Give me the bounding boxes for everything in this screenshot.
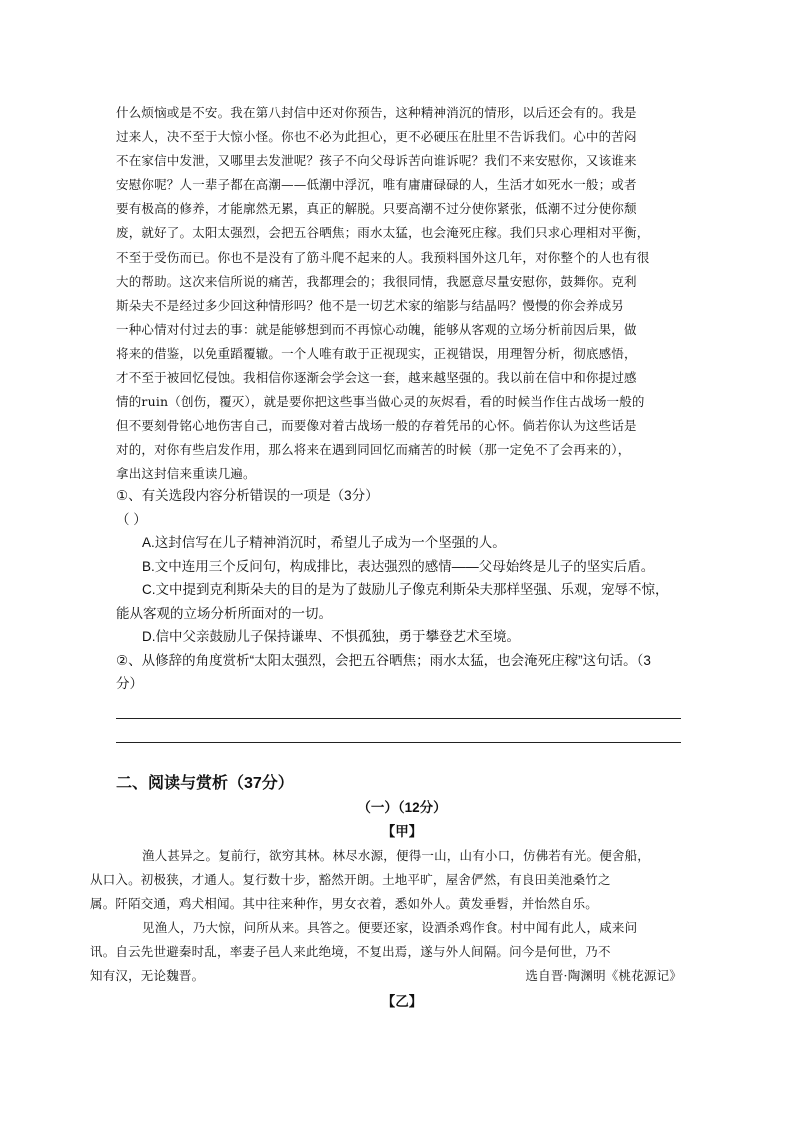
letter-line: 安慰你呢？人一辈子都在高潮——低潮中浮沉，唯有庸庸碌碌的人，生活才如死水一般；或者 — [116, 177, 637, 193]
option-c: C.文中提到克利斯朵夫的目的是为了鼓励儿子像克利斯朵夫那样坚强、乐观，宠辱不惊， — [142, 582, 669, 597]
answer-line[interactable] — [116, 718, 681, 719]
passage-line: 见渔人，乃大惊，问所从来。具答之。便要还家，设酒杀鸡作食。村中闻有此人，咸来问 — [142, 920, 638, 936]
option-c-continuation: 能从客观的立场分析所面对的一切。 — [116, 605, 332, 621]
option-b: B.文中连用三个反问句，构成排比，表达强烈的感情——父母始终是儿子的坚实后盾。 — [142, 558, 655, 574]
letter-line: 对的，对你有些启发作用，那么将来在遇到同回忆而痛苦的时候（那一定免不了会再来的）， — [116, 442, 631, 458]
question-1-stem: ①、有关选段内容分析错误的一项是（3分） — [116, 488, 379, 503]
option-a: A.这封信写在儿子精神消沉时，希望儿子成为一个坚强的人。 — [142, 535, 506, 550]
classical-passage — [90, 844, 682, 989]
part-title: （一）（12分） — [357, 800, 447, 815]
passage-line: 属。阡陌交通，鸡犬相闻。其中往来种作，男女衣着，悉如外人。黄发垂髫，并怡然自乐。 — [90, 896, 599, 912]
letter-line: 什么烦恼或是不安。我在第八封信中还对你预告，这种精神消沉的情形，以后还会有的。我是 — [116, 105, 637, 120]
section-title: 二、阅读与赏析（37分） — [116, 775, 294, 792]
letter-line: 拿出这封信来重读几遍。 — [116, 466, 256, 482]
passage-yi-title: 【乙】 — [381, 994, 423, 1009]
letter-line: 但不要刻骨铭心地伤害自己，而要像对着古战场一般的存着凭吊的心怀。倘若你认为这些话是 — [116, 418, 637, 434]
answer-blank[interactable]: （ ） — [116, 511, 147, 527]
letter-line: 大的帮助。这次来信所说的痛苦，我都理会的；我很同情，我愿意尽量安慰你，鼓舞你。克利 — [116, 273, 637, 289]
passage-line: 知有汉，无论魏晋。 — [90, 968, 205, 984]
question-2-stem-continuation: 分） — [116, 676, 143, 691]
passage-source: 选自晋·陶渊明《桃花源记》 — [525, 968, 682, 984]
letter-line: 情的ruin（创伤，覆灭），就是要你把这些事当做心灵的灰烬看，看的时候当作住古战场一般的 — [116, 394, 645, 410]
passage-jia-title: 【甲】 — [381, 824, 423, 839]
question-2-stem: ②、从修辞的角度赏析“太阳太强烈，会把五谷晒焦；雨水太猛，也会淹死庄稼”这句话。（3 — [116, 652, 651, 668]
question-block — [116, 484, 688, 696]
passage-line: 讯。自云先世避秦时乱，率妻子邑人来此绝境，不复出焉，遂与外人间隔。问今是何世，乃不 — [90, 944, 611, 960]
letter-line: 要有极高的修养，才能廓然无累，真正的解脱。只要高潮不过分使你紧张，低潮不过分使你颓 — [116, 201, 637, 217]
letter-excerpt — [116, 101, 682, 487]
letter-line: 过来人，决不至于大惊小怪。你也不必为此担心，更不必硬压在肚里不告诉我们。心中的苦闷 — [116, 129, 637, 145]
letter-line: 将来的借鉴，以免重蹈覆辙。一个人唯有敢于正视现实，正视错误，用理智分析，彻底感悟， — [116, 345, 637, 361]
letter-line: 不至于受伤而已。你也不是没有了筋斗爬不起来的人。我预料国外这几年，对你整个的人也有很 — [116, 249, 650, 265]
answer-line[interactable] — [116, 742, 681, 743]
option-d: D.信中父亲鼓励儿子保持谦卑、不惧孤独，勇于攀登艺术至境。 — [142, 629, 520, 644]
letter-line: 一种心情对付过去的事：就是能够想到而不再惊心动魄，能够从客观的立场分析前因后果，做 — [116, 321, 637, 337]
letter-line: 废，就好了。太阳太强烈，会把五谷晒焦；雨水太猛，也会淹死庄稼。我们只求心理相对平衡， — [116, 225, 650, 241]
letter-line: 斯朵夫不是经过多少回这种情形吗？他不是一切艺术家的缩影与结晶吗？慢慢的你会养成另 — [116, 297, 625, 313]
passage-line: 渔人甚异之。复前行，欲穷其林。林尽水源，便得一山，山有小口，仿佛若有光。便舍船， — [142, 848, 651, 863]
passage-line: 从口入。初极狭，才通人。复行数十步，豁然开朗。土地平旷，屋舍俨然，有良田美池桑竹之 — [90, 872, 611, 888]
letter-line: 才不至于被回忆侵蚀。我相信你逐渐会学会这一套，越来越坚强的。我以前在信中和你提过感 — [116, 370, 637, 386]
passage-paragraph — [90, 844, 682, 916]
letter-line: 不在家信中发泄，又哪里去发泄呢？孩子不向父母诉苦向谁诉呢？我们不来安慰你，又该谁来 — [116, 153, 637, 169]
